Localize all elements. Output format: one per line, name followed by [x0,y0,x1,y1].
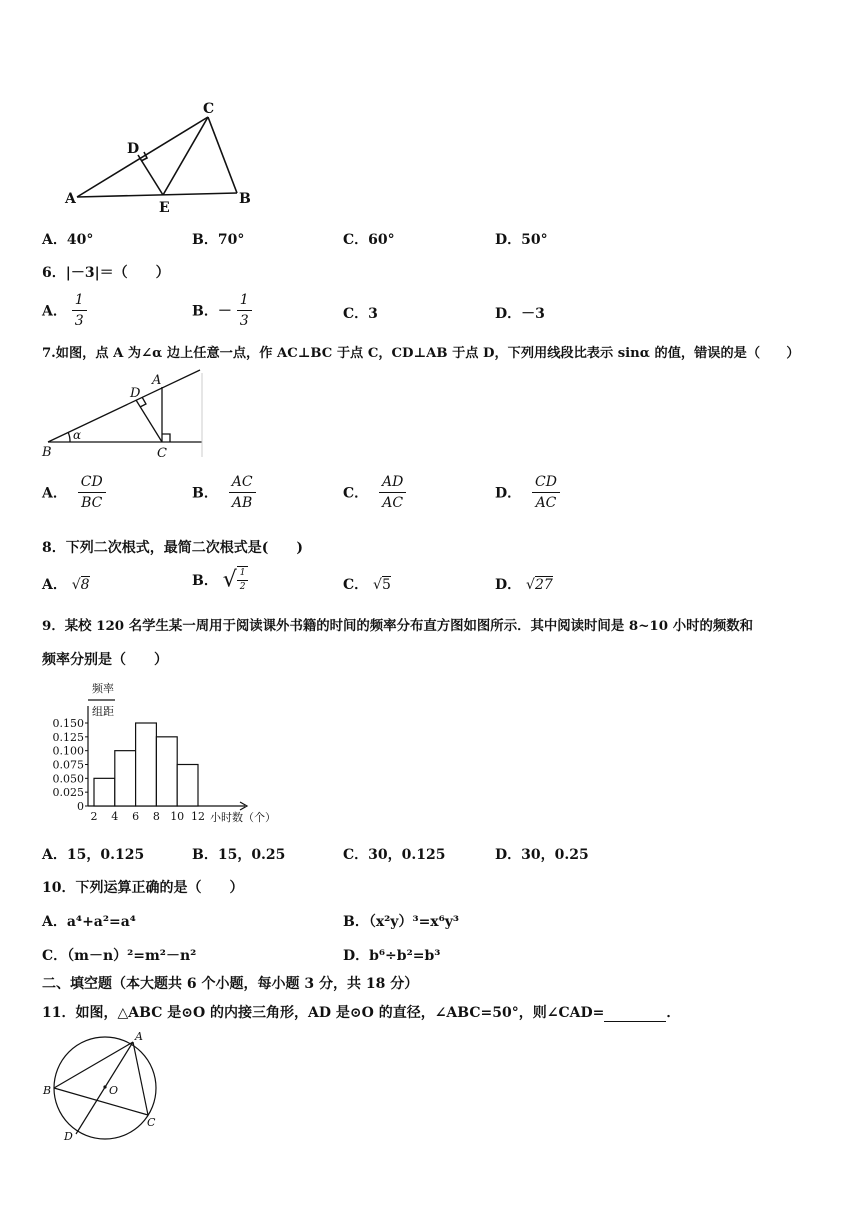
histogram-bar [136,723,157,806]
y-tick-label: 0.150 [52,717,84,730]
q7-option-b-fraction [229,472,256,513]
q5-option-b: B．70° [192,232,245,248]
y-tick-label: 0.025 [52,786,84,800]
q7-label-alpha: α [73,428,82,442]
denominator: AB [231,495,253,511]
q6-option-b-prefix: B．－ [192,303,232,320]
y-tick-label: 0.125 [52,730,84,744]
q7-option-d-prefix: D． [495,485,522,502]
q8-option-c [343,574,391,594]
q6-option-b-fraction [237,290,252,331]
center-point [103,1085,106,1088]
q5-label-b: B [239,191,251,207]
q8-option-a-prefix: A． [42,577,67,593]
denominator: AC [382,495,404,511]
histogram-bar [115,751,136,806]
radicand: 27 [534,577,553,593]
q8-option-b-prefix: B． [192,573,218,589]
denominator: 2 [239,582,246,592]
q7-angle-figure [40,367,210,462]
q8-option-c-radical: √5 [373,577,391,593]
q9-stem-line2: 频率分别是（ ） [42,652,168,668]
q8-option-d [495,574,553,594]
y-tick-label: 0.075 [52,758,84,772]
q11-stem [42,1002,680,1022]
histogram-bar [177,765,198,807]
q8-option-b-radical: √ [222,567,237,593]
denominator: AC [535,495,557,511]
q7-option-d-fraction [532,472,560,513]
q7-option-a-fraction [78,472,106,513]
q9-option-b: B．15，0.25 [192,847,286,863]
q11-label-b: B [43,1084,52,1097]
q6-stem: 6．|－3|＝（ ） [42,265,170,281]
q11-label-o: O [109,1084,119,1097]
q9-option-c: C．30，0.125 [343,847,446,863]
histogram-bar [156,737,177,806]
q5-label-d: D [127,141,140,157]
q8-option-a-radical: √8 [71,577,90,593]
numerator: AD [379,472,406,493]
q6-option-c: C．3 [343,306,378,322]
q7-label-b: B [42,445,52,460]
x-tick-label: 8 [152,810,160,823]
q6-option-a [42,290,87,331]
x-tick-label: 4 [111,810,119,823]
section2-title: 二、填空题（本大题共 6 个小题，每小题 3 分，共 18 分） [42,976,419,992]
y-tick-label: 0.050 [52,772,84,786]
q7-option-b-prefix: B． [192,485,218,502]
q7-option-a [42,472,106,513]
q7-option-c-prefix: C． [343,485,369,502]
q8-option-d-radical: √27 [526,577,553,593]
q11-label-d: D [64,1130,73,1142]
q8-option-b [192,566,248,594]
x-tick-label: 10 [170,810,185,823]
q10-option-a: A．a⁴+a²=a⁴ [42,914,136,930]
q7-option-c [343,472,406,513]
q8-option-c-prefix: C． [343,577,369,593]
q9-stem-line1: 9．某校 120 名学生某一周用于阅读课外书籍的时间的频率分布直方图如图所示．其中阅读时间是 8~10 小时的频数和 [42,618,754,634]
answer-blank[interactable] [604,1005,666,1022]
q5-option-c: C．60° [343,232,395,248]
q11-label-c: C [147,1116,156,1129]
q11-circle-figure [38,1030,173,1142]
q7-label-a: A [152,373,162,388]
denominator: BC [81,495,103,511]
q9-option-d: D．30，0.25 [495,847,589,863]
q10-option-b: B．（x²y）³=x⁶y³ [343,914,460,930]
denominator: 3 [74,313,84,329]
histogram-bar [94,778,115,806]
q9-histogram [40,678,290,828]
q5-label-e: E [159,200,170,216]
q6-option-b [192,290,252,331]
q11-stem-end: ． [666,1005,681,1021]
numerator: 1 [72,290,87,311]
x-axis-label: 小时数（个） [210,811,276,824]
q11-label-a: A [135,1030,143,1043]
numerator: AC [229,472,256,493]
q8-option-d-prefix: D． [495,577,522,593]
numerator: CD [78,472,106,493]
q7-option-c-fraction [379,472,406,513]
q5-option-d: D．50° [495,232,548,248]
q7-option-b [192,472,256,513]
q5-triangle-figure [55,95,265,220]
q5-label-a: A [65,191,76,207]
radicand: 8 [80,577,90,593]
y-axis-label-top: 频率 [92,682,114,695]
q8-option-b-fraction [237,566,249,594]
q8-option-a [42,574,90,594]
q10-option-c: C．（m－n）²=m²－n² [42,948,197,964]
q6-option-a-fraction [72,290,87,331]
q9-option-a: A．15，0.125 [42,847,145,863]
q7-stem: 7.如图，点 A 为∠α 边上任意一点，作 AC⊥BC 于点 C，CD⊥AB 于点 D，下列用线段比表示 sinα 的值，错误的是（ ） [42,346,800,361]
q10-option-d: D．b⁶÷b²=b³ [343,948,441,964]
x-tick-label: 12 [191,810,205,823]
q6-option-a-prefix: A． [42,303,67,320]
q5-option-a: A．40° [42,232,94,248]
radicand: 5 [381,577,391,593]
x-tick-label: 2 [90,810,98,823]
numerator: 1 [237,567,249,581]
x-tick-label: 6 [132,810,140,823]
numerator: CD [532,472,560,493]
y-tick-label: 0.100 [52,744,84,758]
q7-option-a-prefix: A． [42,485,67,502]
q7-label-d: D [130,386,141,401]
q10-stem: 10．下列运算正确的是（ ） [42,880,244,896]
y-axis-label-bottom: 组距 [92,705,114,718]
numerator: 1 [237,290,252,311]
q7-option-d [495,472,560,513]
q7-label-c: C [157,446,167,461]
q8-stem: 8．下列二次根式，最简二次根式是( ) [42,540,303,556]
q6-option-d: D．－3 [495,306,545,322]
q11-stem-text: 11．如图，△ABC 是⊙O 的内接三角形，AD 是⊙O 的直径，∠ABC=50°，则∠CAD= [42,1005,605,1021]
denominator: 3 [239,313,249,329]
q5-label-c: C [203,101,215,117]
y-tick-label: 0 [77,800,84,813]
